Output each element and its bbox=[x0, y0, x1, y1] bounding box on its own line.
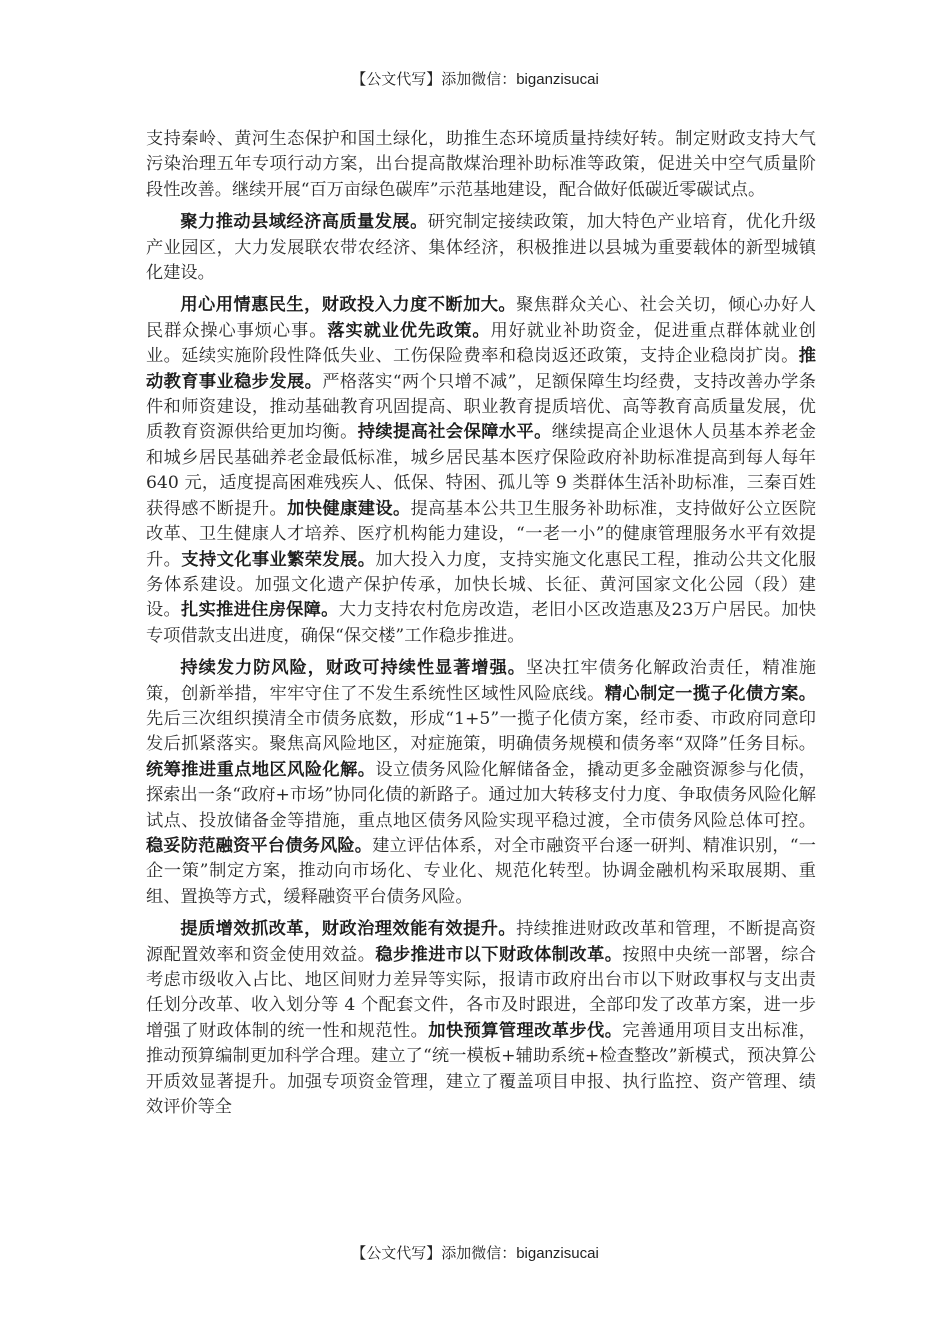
paragraph bbox=[146, 917, 816, 1120]
bold-heading-run: 稳妥防范融资平台债务风险。 bbox=[146, 835, 373, 856]
bold-heading-run: 持续提高社会保障水平。 bbox=[357, 422, 552, 443]
text-run: 继续提高企业退休人员基本养老金和城乡居民基础养老金最低标准，城乡居民基本医疗保险政府补助标准提高到每人每年 640 元，适度提高困难残疾人、低保、特困、孤儿等 9 类群体生活补助标准，三秦百姓获得感不断提升。 bbox=[146, 422, 816, 519]
paragraph bbox=[146, 656, 816, 910]
bold-heading-run: 精心制定一揽子化债方案。 bbox=[604, 683, 816, 704]
bold-heading-run: 落实就业优先政策。 bbox=[327, 320, 491, 341]
bold-heading-run: 聚力推动县域经济高质量发展。 bbox=[180, 212, 428, 233]
text-run: 严格落实“两个只增不减”，足额保障生均经费，支持改善办学条件和师资建设，推动基础教育巩固提高、职业教育提质培优、高等教育高质量发展，优质教育资源供给更加均衡。 bbox=[146, 371, 816, 443]
text-run: 用好就业补助资金，促进重点群体就业创业。延续实施阶段性降低失业、工伤保险费率和稳岗返还政策，支持企业稳岗扩岗。 bbox=[146, 320, 816, 367]
text-run: 完善通用项目支出标准，推动预算编制更加科学合理。建立了“统一模板+辅助系统+检查整改”新模式，预决算公开质效显著提升。加强专项资金管理，建立了覆盖项目申报、执行监控、资产管理、绩效评价等全 bbox=[146, 1020, 816, 1118]
text-run: 持续推进财政改革和管理，不断提高资源配置效率和资金使用效益。 bbox=[146, 919, 816, 965]
bold-heading-run: 推动教育事业稳步发展。 bbox=[146, 346, 816, 392]
paragraph bbox=[146, 293, 816, 649]
document-body bbox=[146, 127, 816, 1120]
bold-heading-run: 支持文化事业繁荣发展。 bbox=[181, 549, 376, 570]
text-run: 研究制定接续政策，加大特色产业培育，优化升级产业园区，大力发展联农带农经济、集体经济，积极推进以县城为重要载体的新型城镇化建设。 bbox=[146, 212, 816, 284]
text-run: 聚焦群众关心、社会关切，倾心办好人民群众操心事烦心事。 bbox=[146, 295, 816, 341]
bold-heading-run: 持续发力防风险，财政可持续性显著增强。 bbox=[180, 658, 526, 679]
text-run: 大力支持农村危房改造，老旧小区改造惠及23万户居民。加快专项借款支出进度，确保“保交楼”工作稳步推进。 bbox=[146, 600, 816, 646]
paragraph bbox=[146, 210, 816, 286]
bold-heading-run: 用心用情惠民生，财政投入力度不断加大。 bbox=[180, 295, 517, 316]
text-run: 加大投入力度，支持实施文化惠民工程，推动公共文化服务体系建设。加强文化遗产保护传承，加快长城、长征、黄河国家文化公园（段）建设。 bbox=[146, 549, 816, 621]
page-footer: 【公文代写】添加微信：biganzisucai bbox=[351, 1245, 599, 1262]
text-run: 坚决扛牢债务化解政治责任，精准施策，创新举措，牢牢守住了不发生系统性区域性风险底线。 bbox=[146, 658, 816, 704]
text-run: 按照中央统一部署，综合考虑市级收入占比、地区间财力差异等实际，报请市政府出台市以下财政事权与支出责任划分改革、收入划分等 4 个配套文件，各市及时跟进，全部印发了改革方案，进一步增强了财政体制的统一性和规范性。 bbox=[146, 944, 816, 1041]
bold-heading-run: 扎实推进住房保障。 bbox=[181, 600, 339, 621]
paragraph bbox=[146, 127, 816, 203]
bold-heading-run: 统筹推进重点地区风险化解。 bbox=[146, 759, 376, 780]
bold-heading-run: 稳步推进市以下财政体制改革。 bbox=[375, 944, 623, 965]
bold-heading-run: 提质增效抓改革，财政治理效能有效提升。 bbox=[180, 919, 517, 940]
text-run: 提高基本公共卫生服务补助标准，支持做好公立医院改革、卫生健康人才培养、医疗机构能力建设，“一老一小”的健康管理服务水平有效提升。 bbox=[146, 498, 816, 570]
page-header: 【公文代写】添加微信：biganzisucai bbox=[351, 71, 599, 88]
bold-heading-run: 加快健康建设。 bbox=[287, 498, 411, 519]
bold-heading-run: 加快预算管理改革步伐。 bbox=[428, 1020, 623, 1041]
text-run: 建立评估体系，对全市融资平台逐一研判、精准识别，“一企一策”制定方案，推动向市场化、专业化、规范化转型。协调金融机构采取展期、重组、置换等方式，缓释融资平台债务风险。 bbox=[146, 835, 816, 907]
text-run: 先后三次组织摸清全市债务底数，形成“1+5”一揽子化债方案，经市委、市政府同意印发后抓紧落实。聚焦高风险地区，对症施策，明确债务规模和债务率“双降”任务目标。 bbox=[146, 708, 816, 755]
text-run: 设立债务风险化解储备金，撬动更多金融资源参与化债，探索出一条“政府+市场”协同化债的新路子。通过加大转移支付力度、争取债务风险化解试点、投放储备金等措施，重点地区债务风险实现平稳过渡，全市债务风险总体可控。 bbox=[146, 759, 816, 831]
text-run: 支持秦岭、黄河生态保护和国土绿化，助推生态环境质量持续好转。制定财政支持大气污染治理五年专项行动方案，出台提高散煤治理补助标准等政策，促进关中空气质量阶段性改善。继续开展“百万亩绿色碳库”示范基地建设，配合做好低碳近零碳试点。 bbox=[146, 129, 816, 200]
